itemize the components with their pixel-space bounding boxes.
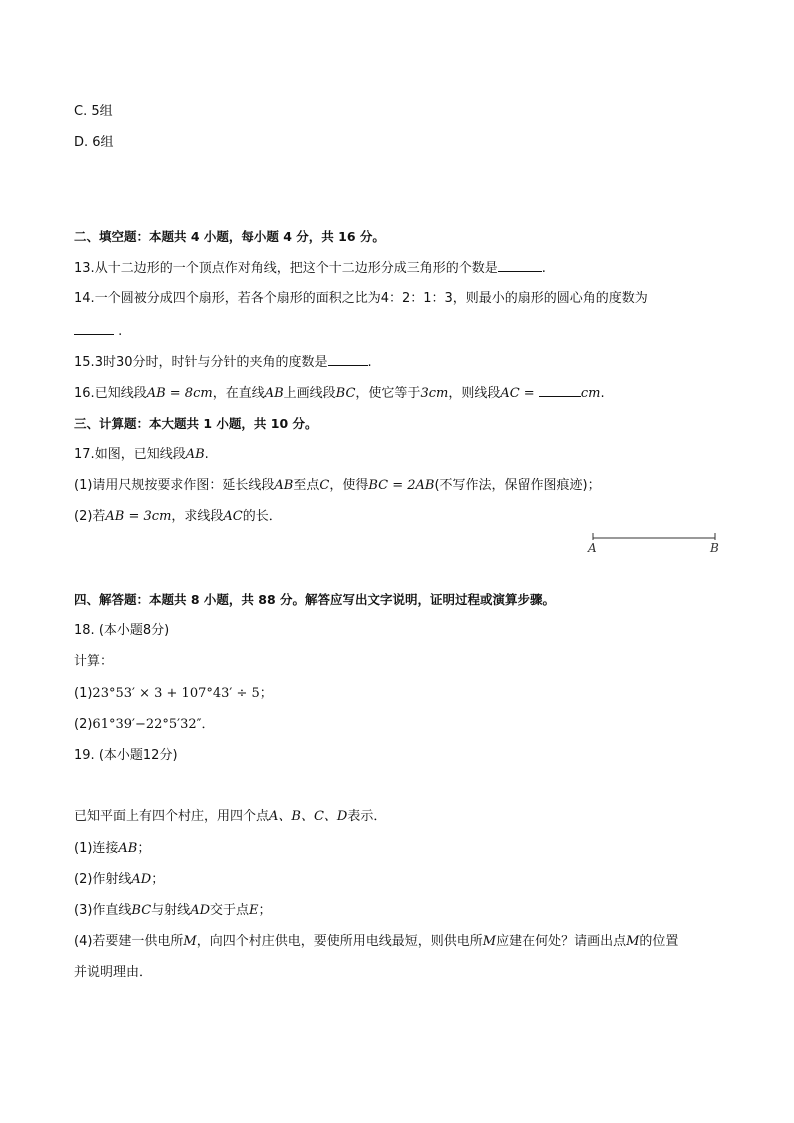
q17-part2-mid: ，求线段 [171,509,224,524]
q14-answer-blank[interactable] [74,322,114,335]
q17-part1-prefix: (1)请用尺规按要求作图：延长线段 [74,478,275,493]
q19-intro-text-1: 已知平面上有四个村庄，用四个点 [74,809,270,824]
q16-ab-eq: AB = 8cm [146,386,213,401]
q17-part1-eq: BC = 2AB [368,478,435,493]
q15-text: 3时30分时，时针与分针的夹角的度数是 [94,355,328,370]
segment-label-a: A [588,541,597,555]
q17-part2-suffix: 的长． [242,509,282,524]
q19-part2 [74,871,164,889]
q17-ab: AB [185,447,205,462]
section4-heading: 四、解答题：本题共 8 小题，共 88 分。解答应写出文字说明，证明过程或演算步骤。 [74,592,556,607]
q19-part3 [74,902,272,920]
q18-part2-prefix: (2) [74,717,93,732]
q19-part4-m1: M [183,934,197,949]
option-c: C. 5组 [74,104,113,119]
q19-part3-var3: E [249,903,259,918]
q19-part2-suffix: ； [151,872,165,887]
question-14-blank-line [74,322,122,341]
q16-unit: cm [580,386,601,401]
q19-part4-mid: ，向四个村庄供电，要使所用电线最短，则供电所 [196,934,483,949]
segment-ab-figure [584,528,724,558]
question-14 [74,290,648,308]
q17-number: 17. [74,447,95,462]
q13-number: 13. [74,261,95,276]
q19-part3-prefix: (3)作直线 [74,903,132,918]
q19-part3-suffix: ； [258,903,272,918]
q17-part2-eq: AB = 3cm [105,509,172,524]
q19-part3-var2: AD [190,903,210,918]
q16-end: . [600,386,605,401]
q18-intro: 计算： [74,654,114,669]
q17-part1-c: C [319,478,330,493]
question-15 [74,353,372,372]
q14-text: 一个圆被分成四个扇形，若各个扇形的面积之比为4：2：1：3，则最小的扇形的圆心角的度数为 [94,291,648,306]
section3-heading: 三、计算题：本大题共 1 小题，共 10 分。 [74,416,318,431]
q18-part1 [74,685,273,703]
question-17-part2 [74,508,282,526]
q16-bc: BC [335,386,356,401]
q19-part1-var: AB [118,841,138,856]
q15-number: 15. [74,355,95,370]
q16-answer-blank[interactable] [539,384,581,397]
q16-text-2: ，在直线 [212,386,265,401]
q18-part2-expr: 61°39′−22°5′32″ [92,717,202,732]
q13-answer-blank[interactable] [498,259,542,272]
q19-intro-points: A、B、C、D [269,809,348,824]
q16-ab: AB [264,386,284,401]
question-19 [74,747,178,765]
q19-part3-mid2: 交于点 [210,903,250,918]
q18-part1-suffix: ； [259,686,273,701]
q16-text-3: 上画线段 [283,386,336,401]
q16-length: 3cm [420,386,449,401]
question-16 [74,384,605,403]
section2-heading: 二、填空题：本题共 4 小题，每小题 4 分，共 16 分。 [74,229,385,244]
q16-text-5: ，则线段 [448,386,501,401]
q13-end: . [541,261,546,276]
q18-part2 [74,716,215,734]
q17-part2-ac: AC [223,509,243,524]
q16-number: 16. [74,386,95,401]
q18-score: (本小题8分) [98,623,170,638]
q19-part1 [74,840,150,858]
q17-end: . [204,447,209,462]
question-13 [74,259,546,278]
q18-part1-expr: 23°53′ × 3 + 107°43′ ÷ 5 [92,686,260,701]
q19-part1-prefix: (1)连接 [74,841,119,856]
q19-intro-text-2: 表示． [347,809,387,824]
q17-part1-ab: AB [274,478,294,493]
q18-part1-prefix: (1) [74,686,93,701]
q17-text: 如图，已知线段 [94,447,186,462]
q17-part1-mid2: ，使得 [329,478,369,493]
question-18 [74,622,169,640]
q19-part3-var1: BC [131,903,152,918]
q19-part4-prefix: (4)若要建一供电所 [74,934,184,949]
q19-part4-m2: M [482,934,497,949]
q19-part2-prefix: (2)作射线 [74,872,132,887]
q18-part2-suffix: ． [201,717,215,732]
q19-part4-suffix: 的位置 [639,934,679,949]
q19-part4-continued: 并说明理由． [74,965,153,980]
q19-part4-mid2: 应建在何处？请画出点 [496,934,627,949]
q14-end: . [118,324,123,339]
q19-part4-m3: M [626,934,640,949]
q17-part2-prefix: (2)若 [74,509,106,524]
q18-number: 18. [74,623,95,638]
q16-ac-eq: AC = [500,386,535,401]
q16-text-1: 已知线段 [94,386,147,401]
q19-part3-mid: 与射线 [151,903,191,918]
q19-part2-var: AD [131,872,152,887]
q19-number: 19. [74,748,95,763]
question-17-part1 [74,477,601,495]
q19-part1-suffix: ； [137,841,151,856]
q17-part1-suffix: (不写作法，保留作图痕迹)； [434,478,601,493]
q15-end: . [367,355,372,370]
q19-intro [74,808,386,826]
question-17 [74,446,209,464]
q19-part4 [74,933,678,951]
q15-answer-blank[interactable] [328,353,368,366]
segment-label-b: B [710,541,719,555]
q19-score: (本小题12分) [98,748,178,763]
option-d: D. 6组 [74,135,114,150]
q17-part1-mid: 至点 [293,478,320,493]
q13-text: 从十二边形的一个顶点作对角线，把这个十二边形分成三角形的个数是 [94,261,498,276]
q14-number: 14. [74,291,95,306]
q16-text-4: ，使它等于 [355,386,421,401]
